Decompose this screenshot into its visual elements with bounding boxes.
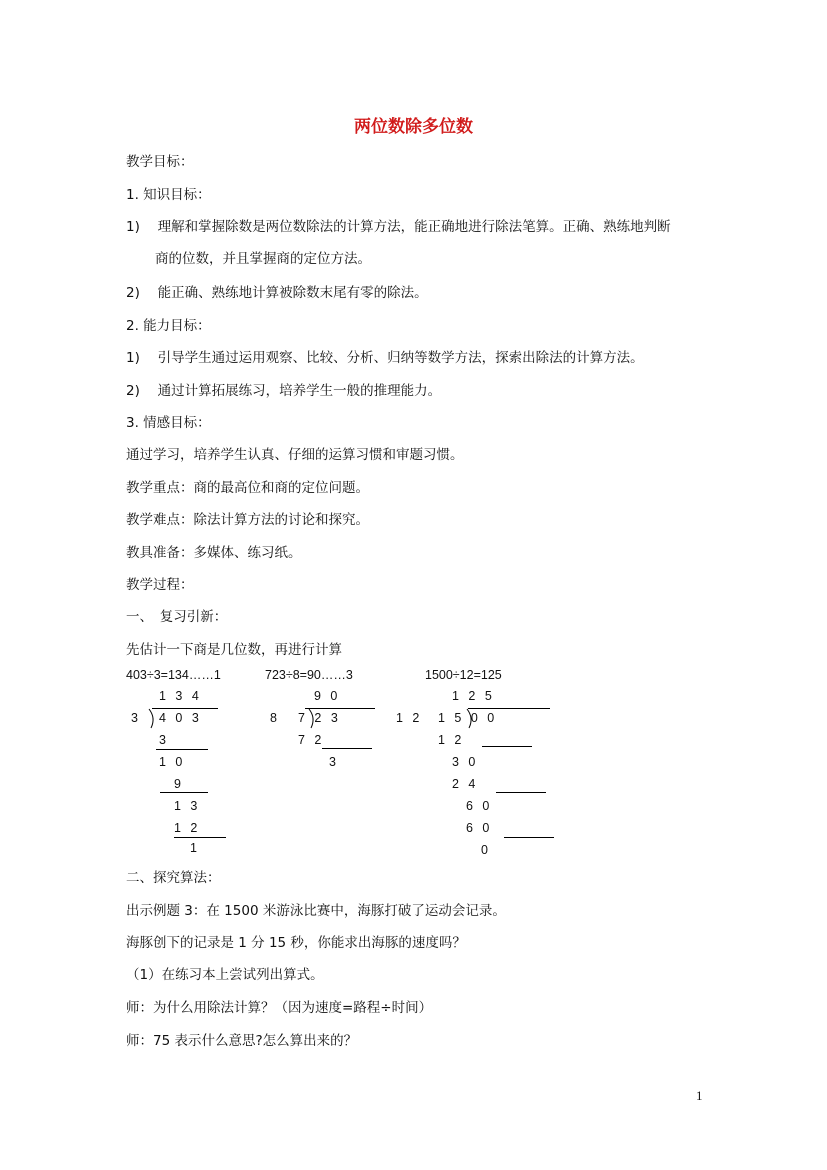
- division-step: 6 0: [466, 799, 493, 813]
- paragraph: 海豚创下的记录是 1 分 15 秒，你能求出海豚的速度吗？: [126, 935, 466, 951]
- paragraph: 先估计一下商是几位数，再进行计算: [126, 642, 342, 658]
- paragraph: 教学过程：: [126, 577, 194, 593]
- document-title: 两位数除多位数: [354, 117, 473, 137]
- division-bracket: [148, 708, 158, 730]
- division-dividend: 1 5 0 0: [438, 711, 498, 725]
- paragraph: 出示例题 3：在 1500 米游泳比赛中，海豚打破了运动会记录。: [126, 903, 506, 919]
- paragraph: 教具准备：多媒体、练习纸。: [126, 545, 302, 561]
- division-quotient: 1 2 5: [452, 689, 495, 703]
- paragraph: 1) 引导学生通过运用观察、比较、分析、归纳等数学方法，探索出除法的计算方法。: [126, 350, 644, 366]
- division-bar: [468, 708, 550, 709]
- paragraph: 商的位数，并且掌握商的定位方法。: [155, 251, 371, 267]
- division-remainder: 1: [190, 841, 200, 855]
- division-equation: 403÷3=134……1: [126, 668, 221, 682]
- division-step: 6 0: [466, 821, 493, 835]
- division-dividend: 4 0 3: [159, 711, 202, 725]
- paragraph: 二、探究算法：: [126, 870, 221, 886]
- division-step: 1 2: [438, 733, 465, 747]
- division-step: 1 2: [174, 821, 201, 835]
- division-divisor: 8: [270, 711, 280, 725]
- division-remainder: 0: [481, 843, 491, 857]
- division-rule: [496, 792, 546, 793]
- division-divisor: 1 2: [396, 711, 423, 725]
- paragraph: 师：75 表示什么意思?怎么算出来的？: [126, 1033, 358, 1049]
- paragraph: 3. 情感目标：: [126, 415, 211, 431]
- division-step: 3 0: [452, 755, 479, 769]
- division-step: 1 3: [174, 799, 201, 813]
- paragraph: 一、 复习引新：: [126, 609, 228, 625]
- division-quotient: 9 0: [314, 689, 341, 703]
- division-divisor: 3: [131, 711, 141, 725]
- division-step: 3: [159, 733, 169, 747]
- paragraph: 1) 理解和掌握除数是两位数除法的计算方法，能正确地进行除法笔算。正确、熟练地判断: [126, 219, 671, 235]
- paragraph: 2. 能力目标：: [126, 318, 211, 334]
- division-step: 1 0: [159, 755, 186, 769]
- division-remainder: 3: [329, 755, 339, 769]
- division-bar: [152, 708, 218, 709]
- division-step: 9: [174, 777, 184, 791]
- paragraph: 通过学习，培养学生认真、仔细的运算习惯和审题习惯。: [126, 447, 464, 463]
- paragraph: （1）在练习本上尝试列出算式。: [126, 967, 324, 983]
- division-step: 7 2: [298, 733, 325, 747]
- page-number: 1: [696, 1088, 703, 1103]
- division-rule: [156, 749, 208, 750]
- paragraph: 教学重点：商的最高位和商的定位问题。: [126, 480, 369, 496]
- paragraph: 2) 通过计算拓展练习，培养学生一般的推理能力。: [126, 383, 442, 399]
- paragraph: 教学难点：除法计算方法的讨论和探究。: [126, 512, 369, 528]
- division-equation: 723÷8=90……3: [265, 668, 353, 682]
- paragraph: 2) 能正确、熟练地计算被除数末尾有零的除法。: [126, 285, 428, 301]
- paragraph: 教学目标：: [126, 154, 194, 170]
- division-rule: [322, 748, 372, 749]
- division-step: 2 4: [452, 777, 479, 791]
- paragraph: 师：为什么用除法计算？（因为速度=路程÷时间）: [126, 1000, 433, 1016]
- division-dividend: 7 2 3: [298, 711, 341, 725]
- paragraph: 1. 知识目标：: [126, 187, 211, 203]
- division-rule: [160, 792, 208, 793]
- division-equation: 1500÷12=125: [425, 668, 502, 682]
- division-quotient: 1 3 4: [159, 689, 202, 703]
- division-rule: [504, 837, 554, 838]
- division-rule: [174, 837, 226, 838]
- division-rule: [482, 746, 532, 747]
